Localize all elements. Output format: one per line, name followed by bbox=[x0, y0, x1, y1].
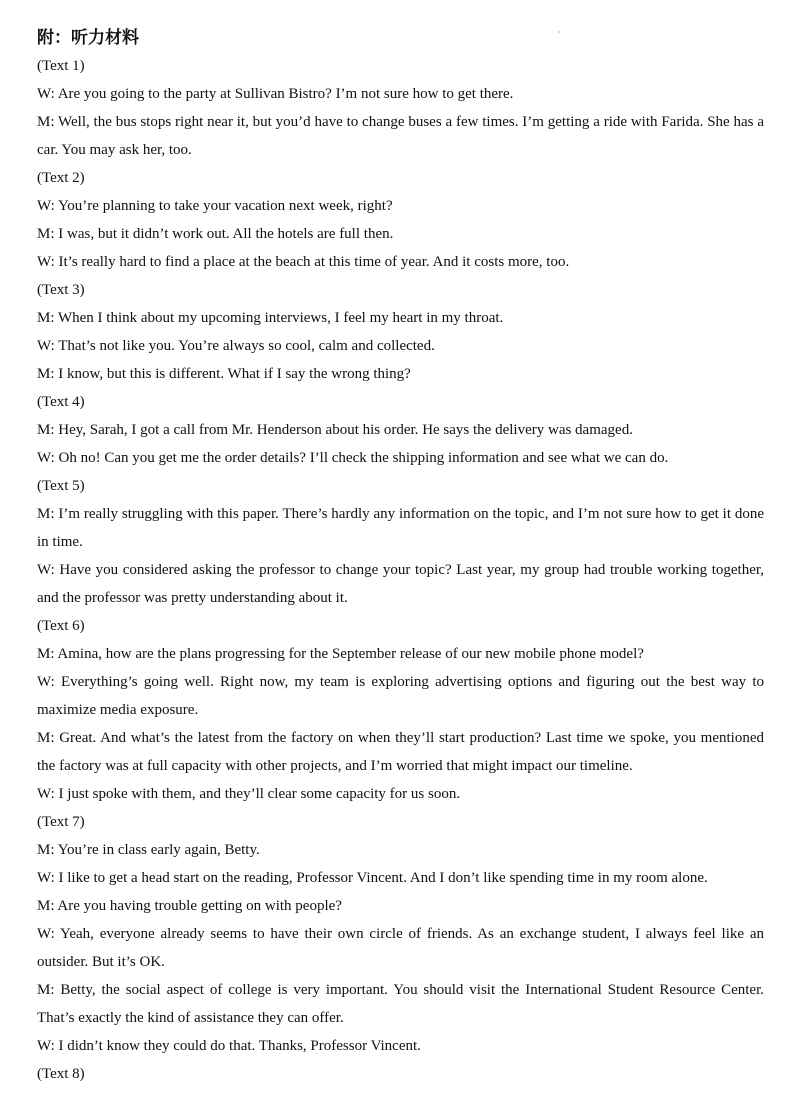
dialogue-line: W: I didn’t know they could do that. Thanks, Professor Vincent. bbox=[37, 1038, 421, 1054]
text-label: (Text 1) bbox=[37, 58, 85, 74]
listening-transcript bbox=[37, 24, 764, 1088]
dialogue-line: M: Hey, Sarah, I got a call from Mr. Henderson about his order. He says the delivery was damaged. bbox=[37, 422, 633, 438]
text-label: (Text 7) bbox=[37, 814, 85, 830]
dialogue-line: W: Are you going to the party at Sullivan Bistro? I’m not sure how to get there. bbox=[37, 86, 514, 102]
dialogue-line: M: Well, the bus stops right near it, but you’d have to change buses a few times. I’m getting a ride with Farida. She has a car. You may ask her, too. bbox=[37, 114, 764, 158]
dialogue-line: W: It’s really hard to find a place at the beach at this time of year. And it costs more, too. bbox=[37, 254, 570, 270]
text-label: (Text 2) bbox=[37, 170, 85, 186]
dialogue-line: W: Have you considered asking the professor to change your topic? Last year, my group had trouble working together, and the professor was pretty understanding about it. bbox=[37, 562, 764, 606]
text-label: (Text 5) bbox=[37, 478, 85, 494]
dialogue-line: M: Amina, how are the plans progressing for the September release of our new mobile phone model? bbox=[37, 646, 644, 662]
dialogue-line: M: I know, but this is different. What if I say the wrong thing? bbox=[37, 366, 411, 382]
dialogue-line: M: When I think about my upcoming interviews, I feel my heart in my throat. bbox=[37, 310, 504, 326]
dialogue-line: M: Great. And what’s the latest from the factory on when they’ll start production? Last time we spoke, you mentioned the factory was at full capacity with other projects, and I’m worried that might impact our timeline. bbox=[37, 730, 764, 774]
text-label: (Text 8) bbox=[37, 1066, 85, 1082]
dialogue-line: W: Yeah, everyone already seems to have their own circle of friends. As an exchange student, I always feel like an outsider. But it’s OK. bbox=[37, 926, 764, 970]
text-label: (Text 4) bbox=[37, 394, 85, 410]
dialogue-line: W: Everything’s going well. Right now, my team is exploring advertising options and figuring out the best way to maximize media exposure. bbox=[37, 674, 764, 718]
dialogue-line: M: I’m really struggling with this paper. There’s hardly any information on the topic, and I’m not sure how to get it done in time. bbox=[37, 506, 764, 550]
text-label: (Text 3) bbox=[37, 282, 85, 298]
dialogue-line: W: That’s not like you. You’re always so cool, calm and collected. bbox=[37, 338, 435, 354]
dialogue-line: M: You’re in class early again, Betty. bbox=[37, 842, 260, 858]
dialogue-line: M: I was, but it didn’t work out. All the hotels are full then. bbox=[37, 226, 394, 242]
dialogue-line: W: You’re planning to take your vacation next week, right? bbox=[37, 198, 393, 214]
dialogue-line: W: I like to get a head start on the reading, Professor Vincent. And I don’t like spending time in my room alone. bbox=[37, 870, 708, 886]
text-label: (Text 6) bbox=[37, 618, 85, 634]
page-title: 附：听力材料 bbox=[37, 28, 139, 48]
dialogue-line: M: Are you having trouble getting on with people? bbox=[37, 898, 342, 914]
dialogue-line: W: I just spoke with them, and they’ll clear some capacity for us soon. bbox=[37, 786, 461, 802]
dialogue-line: W: Oh no! Can you get me the order details? I’ll check the shipping information and see what we can do. bbox=[37, 450, 669, 466]
dialogue-line: M: Betty, the social aspect of college is very important. You should visit the International Student Resource Center. That’s exactly the kind of assistance they can offer. bbox=[37, 982, 764, 1026]
